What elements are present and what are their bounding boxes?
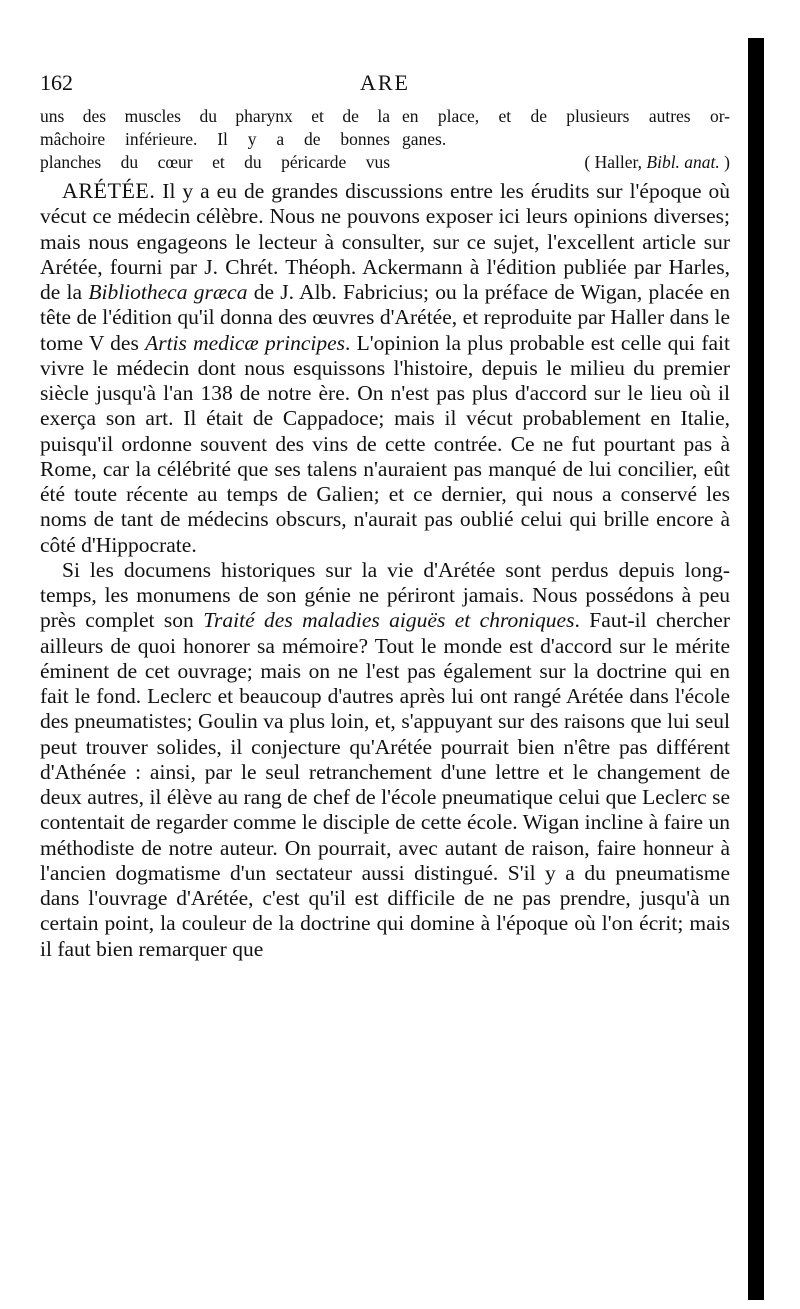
paragraph-text: . L'opinion la plus probable est celle qui fait vivre le médecin dont nous esquissons l'histoire, depuis le milieu du premier siècle jusqu'à l'an 138 de notre ère. On n'est pas plus d'accord sur le lieu où il exerça son art. Il était de Cappadoce; mais il vécut probablement en Italie, puisqu'il ordonne souvent des vins de cette contrée. Ce ne fut pourtant pas à Rome, car la célébrité que ses talens n'auraient pas manqué de lui concilier, eût été toute récente au temps de Galien; et ce dernier, qui nous a conservé les noms de tant de médecins obscurs, n'aurait pas oublié celui qui brille encore à côté d'Hippocrate.	[40, 330, 730, 557]
right-column-line: ganes.	[402, 129, 447, 149]
previous-entry-left-column	[40, 105, 390, 174]
entry-headword: ARÉTÉE.	[62, 178, 156, 203]
citation	[402, 151, 730, 174]
page-header	[40, 70, 730, 100]
right-column-line: en place, et de plusieurs autres or-	[402, 106, 730, 126]
page-number: 162	[40, 70, 73, 95]
paragraph-text: . Faut-il chercher ailleurs de quoi honorer sa mémoire? Tout le monde est d'accord sur le mérite éminent de cet ouvrage; mais on ne l'est pas également sur la doctrine qui en fait le fond. Leclerc et beaucoup d'autres après lui ont rangé Arétée dans l'école des pneumatistes; Goulin va plus loin, et, s'appuyant sur des raisons que lui seul peut trouver solides, il conjecture qu'Arétée pourrait bien n'être pas différent d'Athénée : ainsi, par le seul retranchement d'une lettre et le changement de deux autres, il élève au rang de chef de l'école pneumatique celui que Leclerc se contentait de regarder comme le disciple de cette école. Wigan incline à faire un méthodiste de notre auteur. On pourrait, avec autant de raison, faire honneur à l'ancien dogmatisme d'un sectateur aussi distingué. S'il y a du pneumatisme dans l'ouvrage d'Arétée, c'est qu'il est difficile de ne pas prendre, jusqu'à un certain point, la couleur de la doctrine qui domine à l'époque où l'on écrit; mais il faut bien remarquer que	[40, 608, 730, 961]
left-column-line: uns des muscles du pharynx et de la	[40, 106, 390, 126]
paragraph-text: Il y a eu de grandes discussions entre les érudits sur l'époque où vécut ce médecin célèbre. Nous ne pouvons exposer ici leurs opinions diverses; mais nous engageons le lecteur à consulter, sur ce sujet, l'excellent article sur Arétée, fourni par J. Chrét. Théoph. Ackermann à l'édition publiée par Harles, de la	[40, 179, 730, 304]
citation-work: Bibl. anat.	[646, 152, 720, 172]
paragraph-text: Si les documens historiques sur la vie d'Arétée sont perdus depuis long-temps, les monumens de son génie ne périront jamais. Nous possédons à peu près complet son	[40, 557, 730, 633]
italic-title: Bibliotheca græca	[88, 280, 248, 304]
article-paragraph-1	[40, 178, 730, 558]
article-paragraph-2	[40, 558, 730, 962]
left-column-line: planches du cœur et du péricarde vus	[40, 152, 390, 172]
left-column-line: mâchoire inférieure. Il y a de bonnes	[40, 129, 390, 149]
italic-title: Traité des maladies aiguës et chroniques	[203, 608, 575, 633]
previous-entry-tail	[40, 105, 730, 175]
italic-title: Artis medicæ principes	[145, 330, 346, 355]
running-head: ARE	[360, 70, 410, 95]
paragraph-text: de J. Alb. Fabricius; ou la préface de Wigan, placée en tête de l'édition qu'il donna des œuvres d'Arétée, et reproduite par Haller dans le tome V des	[40, 280, 730, 355]
previous-entry-right-column	[402, 105, 730, 174]
citation-author: ( Haller,	[584, 152, 647, 172]
citation-close: )	[719, 152, 730, 172]
scan-edge-shadow	[748, 38, 764, 1300]
article-body	[40, 178, 730, 962]
